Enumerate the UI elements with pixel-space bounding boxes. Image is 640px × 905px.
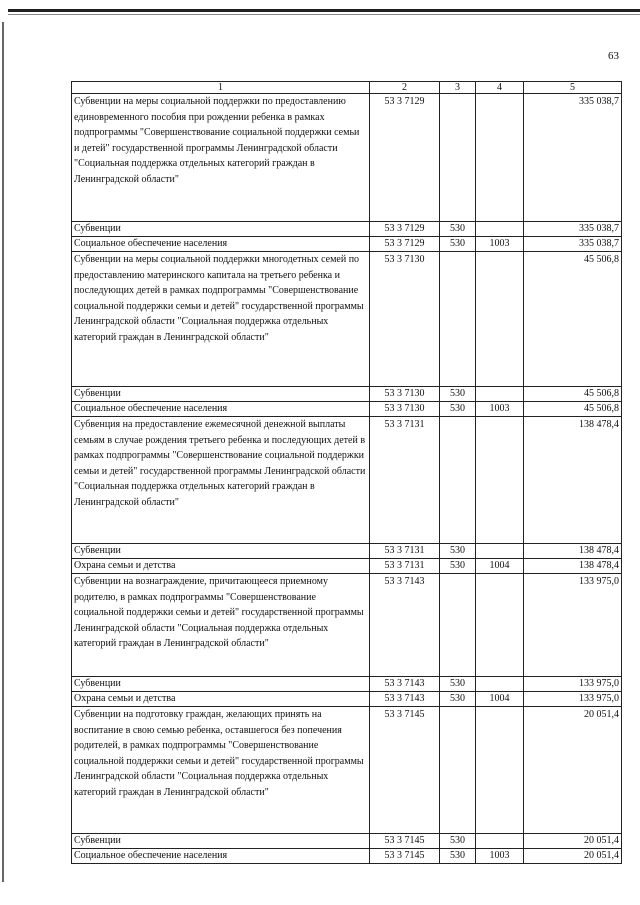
row-section-cell: 1004: [476, 559, 524, 574]
row-type-cell: [440, 417, 476, 544]
row-amount-cell: 133 975,0: [524, 677, 622, 692]
table-row: [72, 417, 622, 544]
row-type-cell: 530: [440, 544, 476, 559]
row-section-cell: [476, 252, 524, 387]
row-section-cell: [476, 94, 524, 222]
row-amount-cell: 138 478,4: [524, 417, 622, 544]
row-name-cell: Субвенции: [72, 834, 370, 849]
row-amount-cell: 20 051,4: [524, 834, 622, 849]
row-name-cell: Субвенции: [72, 222, 370, 237]
table-row: [72, 559, 622, 574]
table-row: [72, 94, 622, 222]
table-row: [72, 834, 622, 849]
page-number: 63: [608, 50, 619, 62]
row-type-cell: 530: [440, 559, 476, 574]
row-type-cell: 530: [440, 222, 476, 237]
row-section-cell: 1003: [476, 402, 524, 417]
row-code-cell: 53 3 7145: [370, 834, 440, 849]
row-type-cell: [440, 574, 476, 677]
row-code-cell: 53 3 7129: [370, 222, 440, 237]
row-type-cell: [440, 94, 476, 222]
row-type-cell: 530: [440, 834, 476, 849]
row-amount-cell: 138 478,4: [524, 559, 622, 574]
row-amount-cell: 45 506,8: [524, 252, 622, 387]
row-name-cell: Субвенции: [72, 387, 370, 402]
row-section-cell: [476, 677, 524, 692]
row-section-cell: 1003: [476, 237, 524, 252]
row-amount-cell: 45 506,8: [524, 402, 622, 417]
row-amount-cell: 335 038,7: [524, 222, 622, 237]
row-name-cell: Субвенция на предоставление ежемесячной денежной выплаты семьям в случае рождения третьего ребенка и последующих детей в рамках подпрограммы "Совершенствование социальной поддержки семьи и детей" государственной программы Ленинградской области "Социальная поддержка отдельных категорий граждан в Ленинградской области": [72, 417, 370, 544]
table-row: [72, 544, 622, 559]
row-code-cell: 53 3 7131: [370, 559, 440, 574]
top-border-thin-rule: [8, 14, 640, 15]
header-col-4: 4: [476, 82, 524, 94]
row-code-cell: 53 3 7130: [370, 402, 440, 417]
row-amount-cell: 335 038,7: [524, 237, 622, 252]
row-name-cell: Субвенции на меры социальной поддержки по предоставлению единовременного пособия при рождении ребенка в рамках подпрограммы "Совершенствование социальной поддержки семьи и детей" государственной программы Ленинградской области "Социальная поддержка отдельных категорий граждан в Ленинградской области": [72, 94, 370, 222]
table-row: [72, 252, 622, 387]
row-type-cell: 530: [440, 387, 476, 402]
row-section-cell: [476, 387, 524, 402]
row-name-cell: Охрана семьи и детства: [72, 692, 370, 707]
row-amount-cell: 20 051,4: [524, 849, 622, 864]
table-row: [72, 574, 622, 677]
row-amount-cell: 133 975,0: [524, 574, 622, 677]
row-code-cell: 53 3 7130: [370, 387, 440, 402]
row-section-cell: 1003: [476, 849, 524, 864]
row-code-cell: 53 3 7145: [370, 707, 440, 834]
top-border-rule: [8, 9, 640, 12]
row-type-cell: 530: [440, 677, 476, 692]
row-code-cell: 53 3 7145: [370, 849, 440, 864]
row-amount-cell: 138 478,4: [524, 544, 622, 559]
header-col-5: 5: [524, 82, 622, 94]
row-type-cell: 530: [440, 237, 476, 252]
row-type-cell: 530: [440, 692, 476, 707]
row-code-cell: 53 3 7143: [370, 574, 440, 677]
table-header-row: [72, 82, 622, 94]
header-col-3: 3: [440, 82, 476, 94]
row-section-cell: 1004: [476, 692, 524, 707]
table-row: [72, 692, 622, 707]
row-name-cell: Субвенции: [72, 677, 370, 692]
row-section-cell: [476, 574, 524, 677]
row-amount-cell: 45 506,8: [524, 387, 622, 402]
budget-table: [71, 81, 622, 864]
table-row: [72, 849, 622, 864]
row-name-cell: Социальное обеспечение населения: [72, 849, 370, 864]
row-amount-cell: 335 038,7: [524, 94, 622, 222]
table-row: [72, 387, 622, 402]
row-section-cell: [476, 222, 524, 237]
row-section-cell: [476, 834, 524, 849]
row-section-cell: [476, 707, 524, 834]
table-row: [72, 677, 622, 692]
row-name-cell: Субвенции на меры социальной поддержки многодетных семей по предоставлению материнского капитала на третьего ребенка и последующих детей в рамках подпрограммы "Совершенствование социальной поддержки семьи и детей" государственной программы Ленинградской области "Социальная поддержка отдельных категорий граждан в Ленинградской области": [72, 252, 370, 387]
table-row: [72, 402, 622, 417]
row-type-cell: [440, 707, 476, 834]
row-section-cell: [476, 544, 524, 559]
row-type-cell: 530: [440, 849, 476, 864]
table-row: [72, 222, 622, 237]
row-type-cell: [440, 252, 476, 387]
row-code-cell: 53 3 7129: [370, 237, 440, 252]
row-code-cell: 53 3 7143: [370, 677, 440, 692]
row-name-cell: Субвенции: [72, 544, 370, 559]
header-col-1: 1: [72, 82, 370, 94]
row-code-cell: 53 3 7130: [370, 252, 440, 387]
row-code-cell: 53 3 7129: [370, 94, 440, 222]
row-amount-cell: 20 051,4: [524, 707, 622, 834]
table-row: [72, 707, 622, 834]
header-col-2: 2: [370, 82, 440, 94]
row-type-cell: 530: [440, 402, 476, 417]
left-scan-edge: [2, 22, 4, 882]
table-row: [72, 237, 622, 252]
row-name-cell: Охрана семьи и детства: [72, 559, 370, 574]
row-name-cell: Социальное обеспечение населения: [72, 237, 370, 252]
row-name-cell: Социальное обеспечение населения: [72, 402, 370, 417]
row-section-cell: [476, 417, 524, 544]
row-name-cell: Субвенции на вознаграждение, причитающееся приемному родителю, в рамках подпрограммы "Совершенствование социальной поддержки семьи и детей" государственной программы Ленинградской области "Социальная поддержка отдельных категорий граждан в Ленинградской области": [72, 574, 370, 677]
row-amount-cell: 133 975,0: [524, 692, 622, 707]
row-code-cell: 53 3 7131: [370, 544, 440, 559]
row-code-cell: 53 3 7131: [370, 417, 440, 544]
row-code-cell: 53 3 7143: [370, 692, 440, 707]
row-name-cell: Субвенции на подготовку граждан, желающих принять на воспитание в свою семью ребенка, оставшегося без попечения родителей, в рамках подпрограммы "Совершенствование социальной поддержки семьи и детей" государственной программы Ленинградской области "Социальная поддержка отдельных категорий граждан в Ленинградской области": [72, 707, 370, 834]
